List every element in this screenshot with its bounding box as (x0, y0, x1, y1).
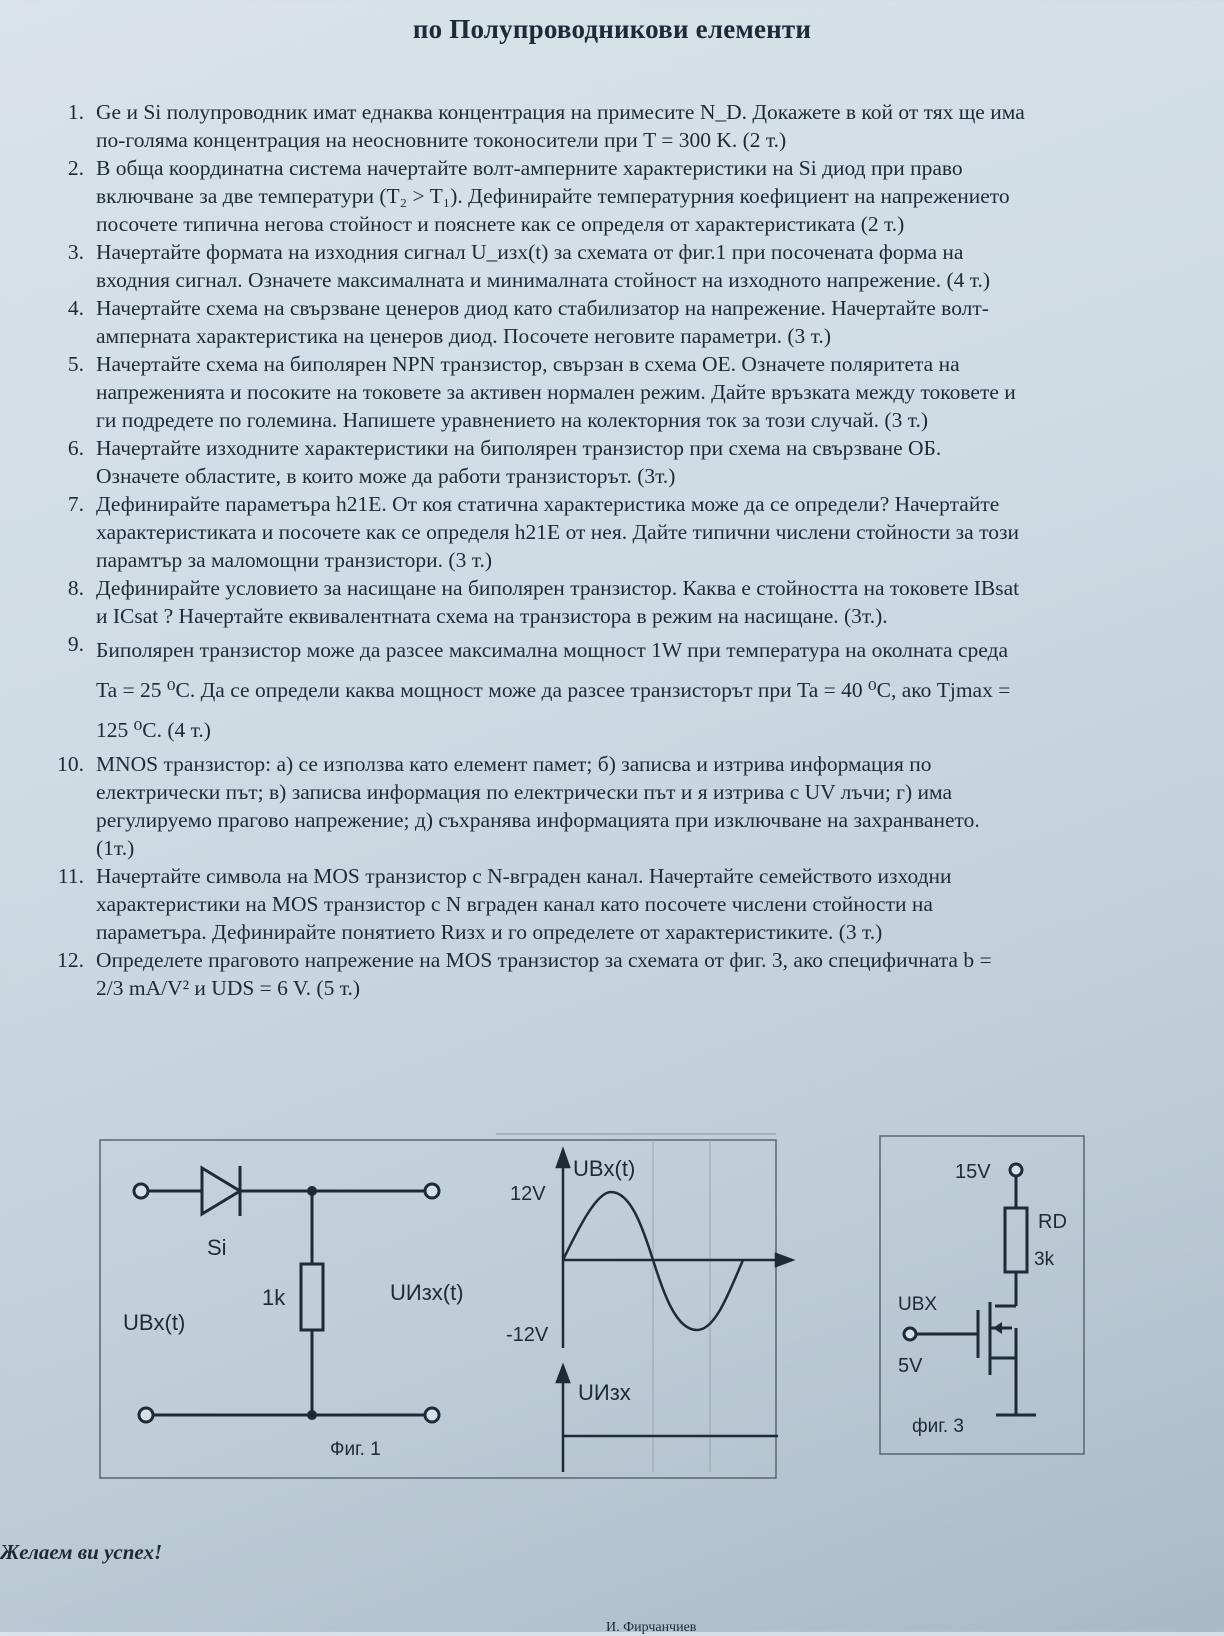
question-text-line: по-голяма концентрация на неосновните токоносители при T = 300 K. (2 т.) (96, 128, 787, 152)
gate-terminal (904, 1328, 916, 1340)
question-text-line: 2/3 mA/V² и UDS = 6 V. (5 т.) (96, 976, 361, 1000)
question-text-line: Определете праговото напрежение на MOS транзистор за схемата от фиг. 3, ако специфичната b = (96, 948, 992, 972)
gate-input-value: 5V (898, 1355, 923, 1377)
author-signature: И. Фирчанчиев (606, 1620, 697, 1635)
question-text-line: амперната характеристика на ценеров диод. Посочете неговите параметри. (3 т.) (96, 324, 831, 348)
question-text-line: входния сигнал. Означете максималната и минималната стойност на изходното напрежение. (4 т.) (96, 268, 991, 292)
question-text-line: В обща координатна система начертайте волт-амперните характеристики на Si диод при право (96, 156, 963, 180)
question-text-line: парамтър за маломощни транзистори. (3 т.) (96, 548, 493, 572)
supply-voltage-label: 15V (955, 1161, 991, 1183)
question-text-line: характеристики на MOS транзистор с N вграден канал като посочете числени стойности на (96, 892, 933, 916)
page-title: по Полупроводникови елементи (412, 14, 812, 44)
question-text-line: параметъра. Дефинирайте понятието Rизх и го определете от характеристиките. (3 т.) (96, 920, 883, 944)
question-number: 10. (57, 752, 84, 776)
question-number: 9. (67, 632, 84, 656)
question-text-line: Начертайте формата на изходния сигнал U_изх(t) за схемата от фиг.1 при посочената форма на (96, 240, 964, 264)
max-voltage-label: 12V (510, 1183, 546, 1205)
question-number: 12. (57, 948, 84, 972)
question-number: 7. (67, 492, 84, 516)
question-number: 2. (67, 156, 84, 180)
question-text-line: MNOS транзистор: а) се използва като елемент памет; б) записва и изтрива информация по (96, 752, 932, 776)
question-number: 8. (67, 576, 84, 600)
question-text-line: (1т.) (96, 836, 135, 860)
question-text-line: характеристиката и посочете как се определя h21E от нея. Дайте типични числени стойности за този (96, 520, 1019, 544)
question-text-line: Начертайте символа на MOS транзистор с N-вграден канал. Начертайте семейството изходни (96, 864, 952, 888)
question-text-line: Начертайте схема на свързване ценеров диод като стабилизатор на напрежение. Начертайте волт- (96, 296, 989, 320)
gate-input-label: UBX (898, 1294, 938, 1315)
substrate-arrow (993, 1322, 1002, 1334)
output-axis-label: UИзх (578, 1380, 631, 1405)
question-number: 5. (67, 352, 84, 376)
figure-3-caption: фиг. 3 (912, 1416, 964, 1437)
question-text-line: ги подредете по големина. Напишете уравнението на колекторния ток за този случай. (3 т.) (96, 408, 929, 432)
question-text-line: 125 ⁰C. (4 т.) (96, 718, 211, 742)
question-text-line: Начертайте схема на биполярен NPN транзистор, свързан в схема ОЕ. Означете поляритета на (96, 352, 960, 376)
input-axis-label: UBx(t) (573, 1156, 636, 1181)
question-text-line: Означете областите, в които може да работи транзисторът. (3т.) (96, 464, 676, 488)
question-text-line: електрически път; в) записва информация по електрически път и я изтрива с UV лъчи; г) има (96, 780, 953, 804)
closing-remark: Желаем ви успех! (0, 1540, 163, 1564)
input-voltage-label: UBx(t) (123, 1310, 186, 1335)
output-voltage-label: UИзх(t) (390, 1280, 464, 1305)
question-text-line: Дефинирайте условието за насищане на биполярен транзистор. Каква е стойността на токовете IBsat (96, 576, 1020, 600)
question-text-line: и ICsat ? Начертайте еквивалентната схема на транзистора в режим на насищане. (3т.). (96, 604, 888, 628)
min-voltage-label: -12V (506, 1324, 549, 1346)
question-number: 6. (67, 436, 84, 460)
question-number: 11. (57, 864, 84, 888)
resistor-label: 1k (262, 1285, 286, 1310)
figure-1-caption: Фиг. 1 (330, 1439, 381, 1460)
supply-terminal (1010, 1164, 1022, 1176)
question-text-line: Ta = 25 ⁰C. Да се определи каква мощност може да разсее транзисторът при Ta = 40 ⁰C, ако Tjmax = (96, 678, 1011, 702)
question-text-line: Начертайте изходните характеристики на биполярен транзистор при схема на свързване ОБ. (96, 436, 942, 460)
question-text-line: напреженията и посоките на токовете за активен нормален режим. Дайте връзката между токовете и (96, 380, 1016, 404)
drain-resistor-value: 3k (1034, 1249, 1055, 1270)
question-text-line: Биполярен транзистор може да разсее максимална мощност 1W при температура на околната среда (96, 638, 1008, 662)
question-text-line: Дефинирайте параметъра h21E. От коя статична характеристика може да се определи? Начертайте (96, 492, 1000, 516)
question-number: 1. (67, 100, 84, 124)
question-text-line: включване за две температури (T₂ > T₁). Дефинирайте температурния коефициент на напрежението (96, 184, 1010, 208)
question-text-line: посочете типична негова стойност и пояснете как се определя от характеристиката (2 т.) (96, 212, 905, 236)
drain-resistor-label: RD (1038, 1211, 1067, 1233)
question-number: 3. (67, 240, 84, 264)
diode-label: Si (207, 1235, 227, 1260)
drain-resistor (1005, 1208, 1027, 1272)
question-text-line: регулируемо прагово напрежение; д) съхранява информацията при изключване на захранването. (96, 808, 980, 832)
question-text-line: Ge и Si полупроводник имат еднаква концентрация на примесите N_D. Докажете в кой от тях ще има (96, 100, 1025, 124)
question-number: 4. (67, 296, 84, 320)
